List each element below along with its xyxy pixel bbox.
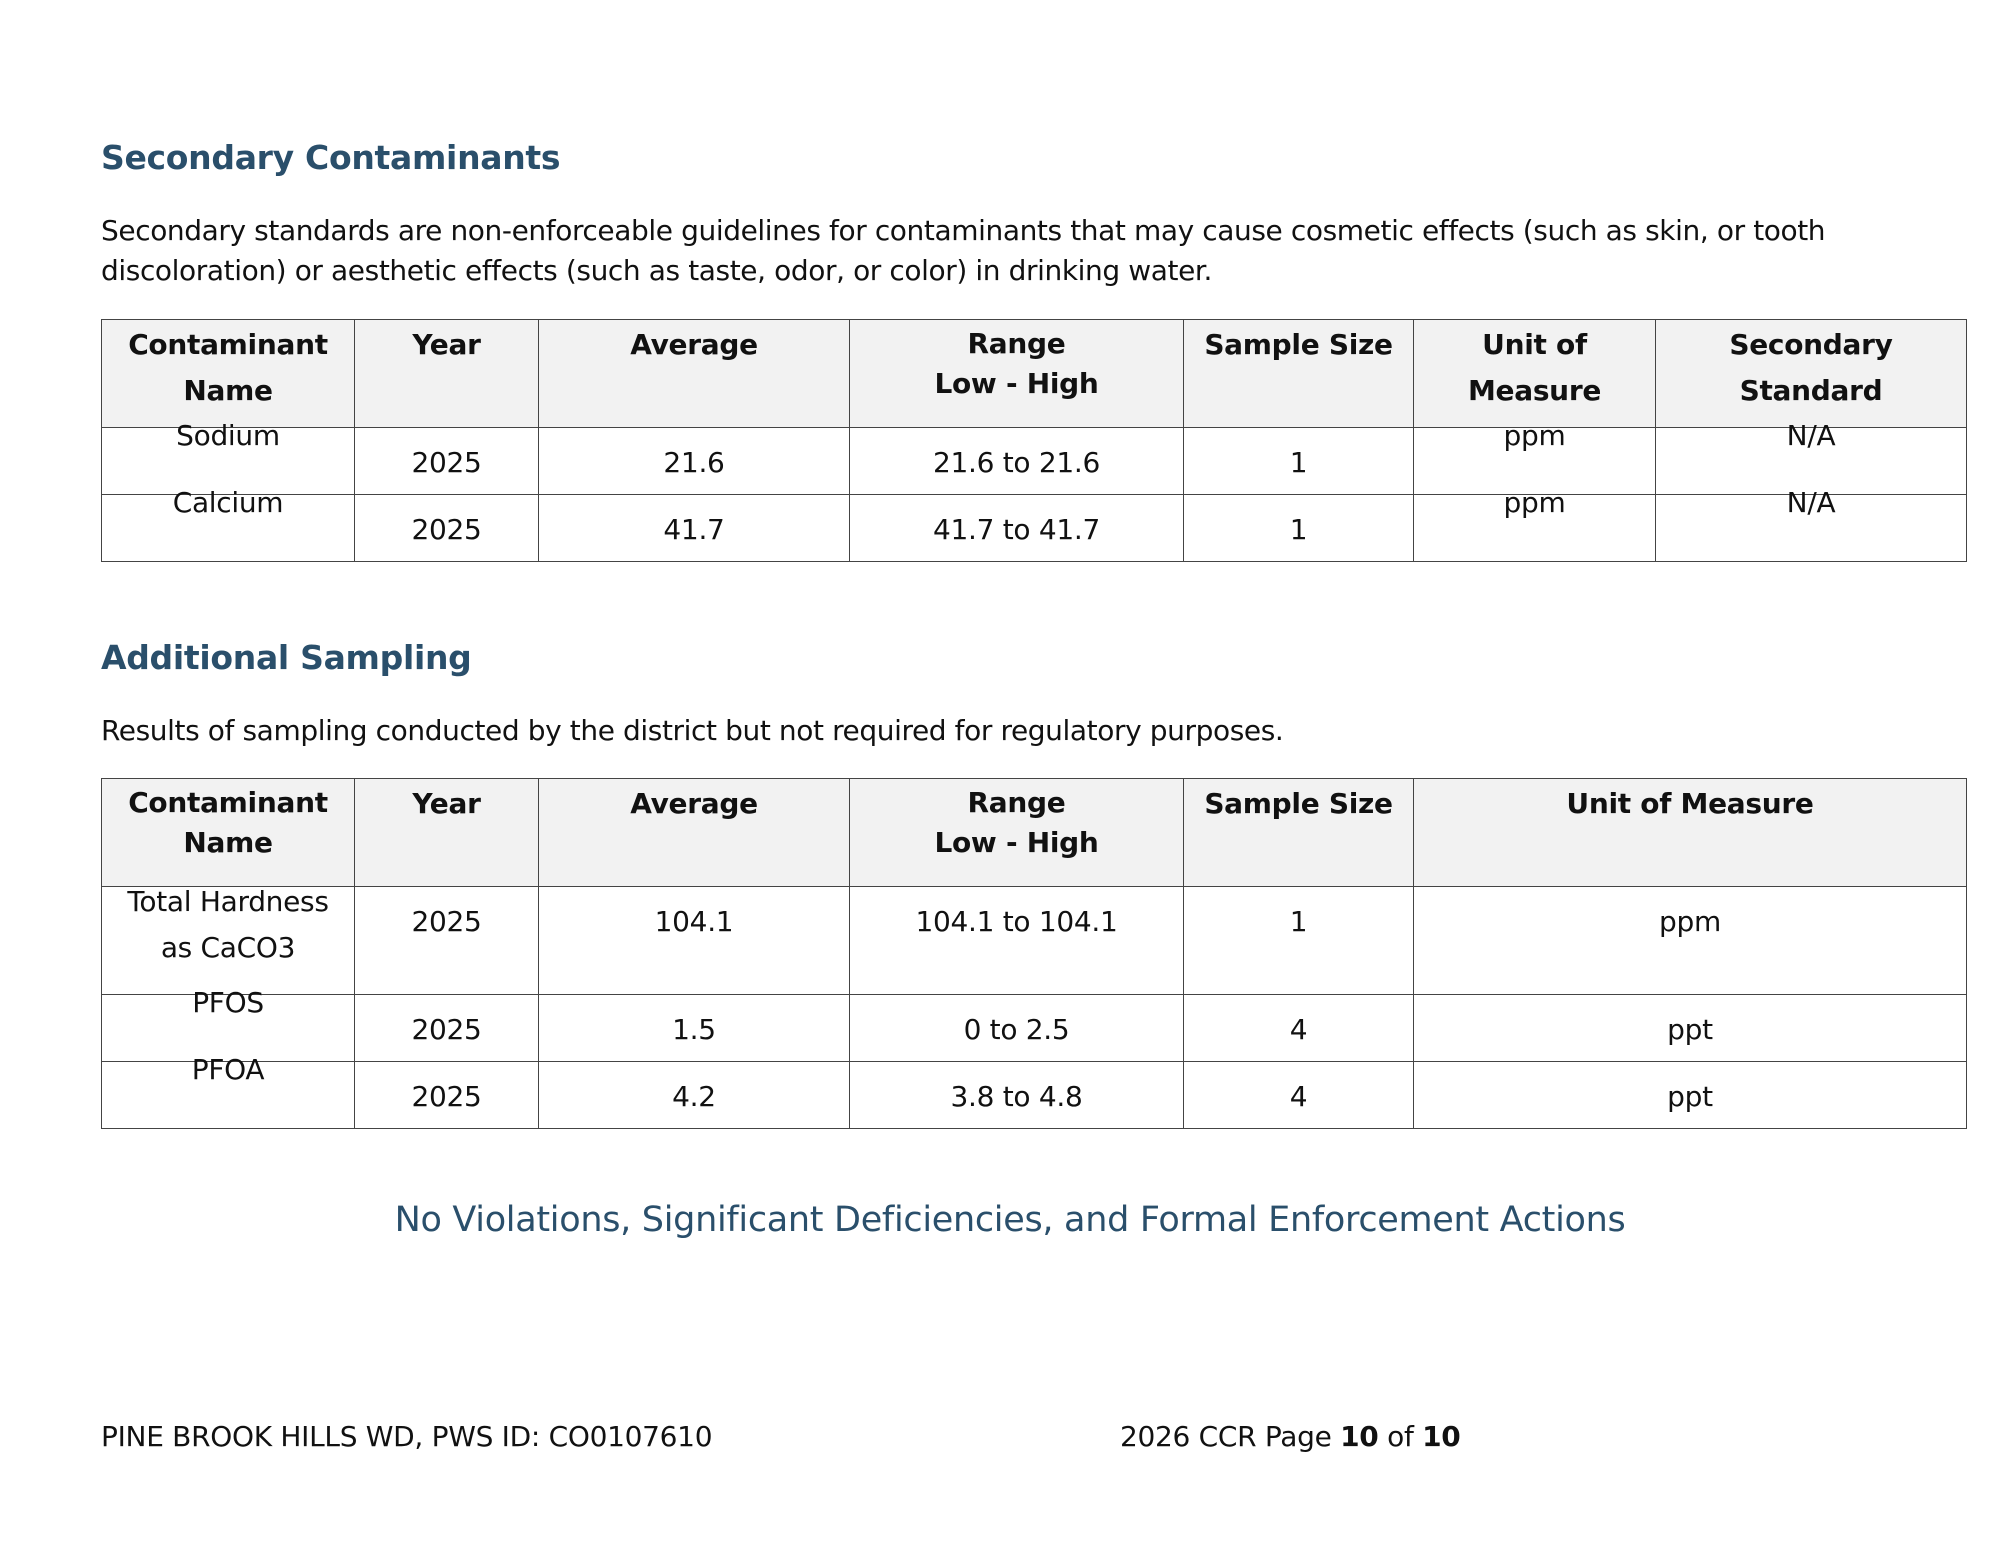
footer-page-number: 2026 CCR Page 10 of 10: [1120, 1420, 1461, 1453]
cell-range: 41.7 to 41.7: [850, 495, 1184, 562]
header-contaminant-name: Contaminant Name: [102, 320, 355, 428]
header-unit-of-measure: Unit of Measure: [1414, 779, 1967, 887]
cell-contaminant-name: PFOA: [102, 1062, 355, 1129]
cell-average: 104.1: [539, 887, 850, 995]
footer-system-id: PINE BROOK HILLS WD, PWS ID: CO0107610: [101, 1420, 713, 1453]
table-row: [102, 495, 1967, 562]
cell-average: 4.2: [539, 1062, 850, 1129]
cell-average: 41.7: [539, 495, 850, 562]
cell-unit: ppm: [1414, 887, 1967, 995]
header-average: Average: [539, 779, 850, 887]
header-average: Average: [539, 320, 850, 428]
secondary-contaminants-heading: Secondary Contaminants: [101, 138, 561, 177]
secondary-contaminants-description: Secondary standards are non-enforceable guidelines for contaminants that may cause cosmetic effects (such as skin, or tooth discoloration) or aesthetic effects (such as taste, odor, or color) in drinking water.: [101, 214, 1826, 287]
header-secondary-standard: Secondary Standard: [1656, 320, 1967, 428]
cell-sample-size: 1: [1184, 887, 1414, 995]
cell-average: 1.5: [539, 995, 850, 1062]
cell-year: 2025: [355, 887, 539, 995]
cell-range: 3.8 to 4.8: [850, 1062, 1184, 1129]
additional-sampling-description: Results of sampling conducted by the district but not required for regulatory purposes.: [101, 714, 1284, 747]
cell-range: 21.6 to 21.6: [850, 428, 1184, 495]
cell-sample-size: 4: [1184, 995, 1414, 1062]
header-range: Range Low - High: [850, 779, 1184, 887]
cell-year: 2025: [355, 495, 539, 562]
table-header-row: [102, 779, 1967, 887]
additional-sampling-table: [101, 778, 1967, 1129]
table-row: [102, 995, 1967, 1062]
header-year: Year: [355, 779, 539, 887]
header-year: Year: [355, 320, 539, 428]
cell-standard: N/A: [1656, 495, 1967, 562]
header-unit-of-measure: Unit of Measure: [1414, 320, 1656, 428]
cell-year: 2025: [355, 428, 539, 495]
cell-year: 2025: [355, 1062, 539, 1129]
header-sample-size: Sample Size: [1184, 320, 1414, 428]
cell-sample-size: 1: [1184, 428, 1414, 495]
violations-heading: No Violations, Significant Deficiencies, and Formal Enforcement Actions: [394, 1200, 1626, 1240]
cell-contaminant-name: PFOS: [102, 995, 355, 1062]
cell-contaminant-name: Total Hardness as CaCO3: [102, 887, 355, 995]
cell-sample-size: 4: [1184, 1062, 1414, 1129]
cell-year: 2025: [355, 995, 539, 1062]
cell-contaminant-name: Sodium: [102, 428, 355, 495]
table-row: [102, 887, 1967, 995]
cell-range: 0 to 2.5: [850, 995, 1184, 1062]
header-sample-size: Sample Size: [1184, 779, 1414, 887]
cell-standard: N/A: [1656, 428, 1967, 495]
header-range: Range Low - High: [850, 320, 1184, 428]
secondary-contaminants-table: [101, 319, 1967, 562]
cell-unit: ppt: [1414, 1062, 1967, 1129]
header-contaminant-name: Contaminant Name: [102, 779, 355, 887]
cell-unit: ppt: [1414, 995, 1967, 1062]
cell-average: 21.6: [539, 428, 850, 495]
table-row: [102, 1062, 1967, 1129]
cell-unit: ppm: [1414, 428, 1656, 495]
cell-unit: ppm: [1414, 495, 1656, 562]
additional-sampling-heading: Additional Sampling: [101, 638, 472, 677]
cell-range: 104.1 to 104.1: [850, 887, 1184, 995]
table-header-row: [102, 320, 1967, 428]
cell-contaminant-name: Calcium: [102, 495, 355, 562]
cell-sample-size: 1: [1184, 495, 1414, 562]
